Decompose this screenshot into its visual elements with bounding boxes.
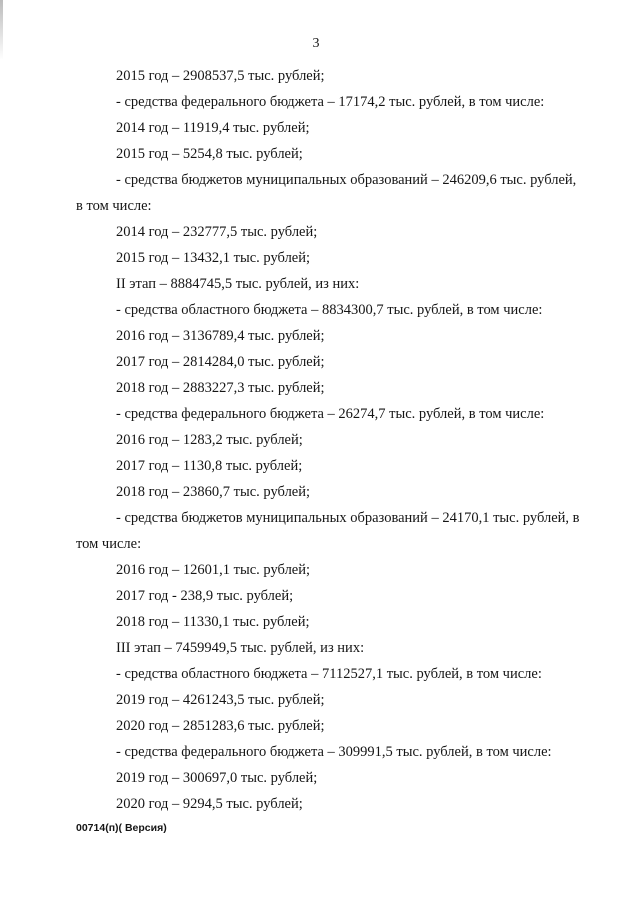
- footer-document-code: 00714(п)( Версия): [76, 822, 167, 834]
- text-line: 2018 год – 11330,1 тыс. рублей;: [116, 614, 310, 630]
- text-line: 2020 год – 9294,5 тыс. рублей;: [116, 796, 303, 812]
- text-line: - средства областного бюджета – 8834300,7 тыс. рублей, в том числе:: [116, 302, 543, 318]
- text-line: 2015 год – 13432,1 тыс. рублей;: [116, 250, 311, 266]
- text-line: 2017 год – 1130,8 тыс. рублей;: [116, 458, 303, 474]
- text-line: - средства федерального бюджета – 309991,5 тыс. рублей, в том числе:: [116, 744, 552, 760]
- text-line: 2016 год – 12601,1 тыс. рублей;: [116, 562, 311, 578]
- text-line: 2019 год – 300697,0 тыс. рублей;: [116, 770, 318, 786]
- text-line: 2019 год – 4261243,5 тыс. рублей;: [116, 692, 325, 708]
- text-line: в том числе:: [76, 198, 152, 214]
- text-line: 2015 год – 5254,8 тыс. рублей;: [116, 146, 303, 162]
- text-line: - средства областного бюджета – 7112527,1 тыс. рублей, в том числе:: [116, 666, 542, 682]
- text-line: 2014 год – 232777,5 тыс. рублей;: [116, 224, 318, 240]
- text-line: 2017 год - 238,9 тыс. рублей;: [116, 588, 294, 604]
- text-line: III этап – 7459949,5 тыс. рублей, из них:: [116, 640, 365, 656]
- text-line: - средства федерального бюджета – 26274,7 тыс. рублей, в том числе:: [116, 406, 545, 422]
- text-line: 2016 год – 1283,2 тыс. рублей;: [116, 432, 303, 448]
- text-line: - средства бюджетов муниципальных образований – 24170,1 тыс. рублей, в: [116, 510, 580, 526]
- text-line: том числе:: [76, 536, 142, 552]
- document-body: [76, 63, 596, 817]
- text-line: II этап – 8884745,5 тыс. рублей, из них:: [116, 276, 360, 292]
- text-line: - средства федерального бюджета – 17174,2 тыс. рублей, в том числе:: [116, 94, 545, 110]
- page-number: 3: [312, 36, 320, 51]
- text-line: 2015 год – 2908537,5 тыс. рублей;: [116, 68, 325, 84]
- text-line: 2018 год – 23860,7 тыс. рублей;: [116, 484, 311, 500]
- text-line: 2020 год – 2851283,6 тыс. рублей;: [116, 718, 325, 734]
- text-line: 2017 год – 2814284,0 тыс. рублей;: [116, 354, 325, 370]
- text-line: 2018 год – 2883227,3 тыс. рублей;: [116, 380, 325, 396]
- text-line: 2016 год – 3136789,4 тыс. рублей;: [116, 328, 325, 344]
- text-line: 2014 год – 11919,4 тыс. рублей;: [116, 120, 310, 136]
- text-line: - средства бюджетов муниципальных образований – 246209,6 тыс. рублей,: [116, 172, 577, 188]
